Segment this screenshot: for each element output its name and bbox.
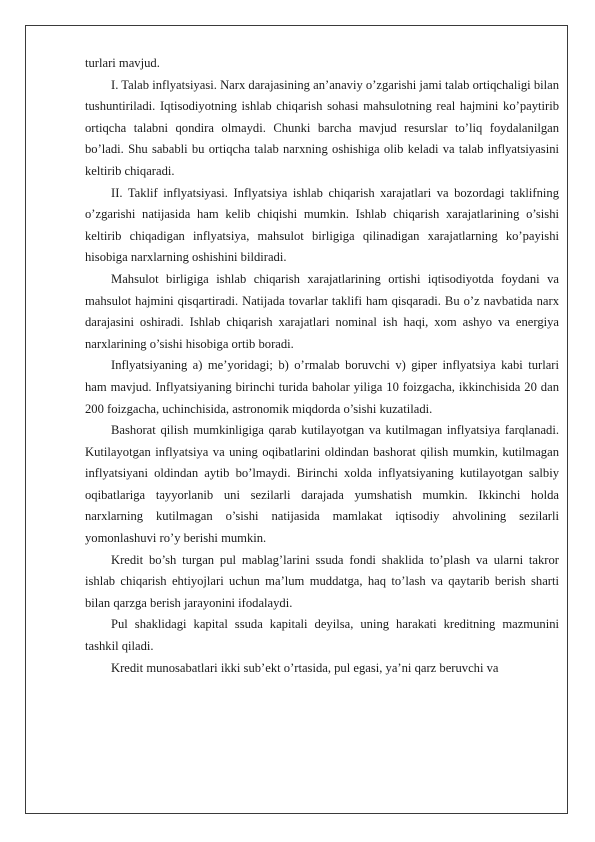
document-body xyxy=(85,53,559,679)
paragraph-inflation-types: Inflyatsiyaning a) me’yoridagi; b) o’rmalab boruvchi v) giper inflyatsiya kabi turlari ham mavjud. Inflyatsiyaning birinchi turida baholar yiliga 10 foizgacha, ikkinchisida 20 dan 200 foizgacha, uchinchisida, astronomik miqdorda o’sishi kuzatiladi. xyxy=(85,358,559,416)
paragraph-demand-inflation: I. Talab inflyatsiyasi. Narx darajasining an’anaviy o’zgarishi jami talab ortiqchaligi bilan tushuntiriladi. Iqtisodiyotning ishlab chiqarish sohasi mahsulotning real hajmini ko’paytirib ortiqcha talabni qondira olmaydi. Chunki barcha mavjud resurslar to’liq foydalanilgan bo’ladi. Shu sababli bu ortiqcha talab narxning oshishiga olib keladi va talab inflyatsiyasini keltirib chiqaradi. xyxy=(85,77,559,178)
paragraph-loan-capital: Pul shaklidagi kapital ssuda kapitali deyilsa, uning harakati kreditning mazmunini tashkil qiladi. xyxy=(85,617,559,654)
paragraph-expected-inflation: Bashorat qilish mumkinligiga qarab kutilayotgan va kutilmagan inflyatsiya farqlanadi. Kutilayotgan inflyatsiya va uning oqibatlarini oldindan bashorat qilish mumkin, kutilmagan inflyatsiyani oldindan aytib bo’lmaydi. Birinchi xolda inflyatsiyaning kutilayotgan salbiy oqibatlariga tayyorlanib uni sezilarli darajada yumshatish mumkin. Ikkinchi holda narxlarning kutilmagan o’sishi natijasida mamlakat iqtisodiy ahvolining sezilarli yomonlashuvi ro’y berishi mumkin. xyxy=(85,423,559,546)
paragraph-credit-definition: Kredit bo’sh turgan pul mablag’larini ssuda fondi shaklida to’plash va ularni takror ishlab chiqarish ehtiyojlari uchun ma’lum muddatga, haq to’lash va qaytarib berish sharti bilan qarzga berish jarayonini ifodalaydi. xyxy=(85,552,559,610)
paragraph-supply-inflation: II. Taklif inflyatsiyasi. Inflyatsiya ishlab chiqarish xarajatlari va bozordagi taklifning o’zgarishi natijasida ham kelib chiqishi mumkin. Ishlab chiqarish xarajatlarining o’sishi keltirib chiqadigan inflyatsiya, mahsulot birligiga qilinadigan xarajatlarning ko’payishi hisobiga narxlarning oshishini bildiradi. xyxy=(85,185,559,265)
paragraph-credit-relations: Kredit munosabatlari ikki sub’ekt o’rtasida, pul egasi, ya’ni qarz beruvchi va xyxy=(111,660,499,675)
paragraph-production-costs: Mahsulot birligiga ishlab chiqarish xarajatlarining ortishi iqtisodiyotda foydani va mahsulot hajmini qisqartiradi. Natijada tovarlar taklifi ham qisqaradi. Bu o’z navbatida narx darajasini oshiradi. Ishlab chiqarish xarajatlari nominal ish haqi, xom ashyo va energiya narxlarining o’sishi hisobiga ortib boradi. xyxy=(85,271,559,351)
paragraph-continuation: turlari mavjud. xyxy=(85,56,160,70)
